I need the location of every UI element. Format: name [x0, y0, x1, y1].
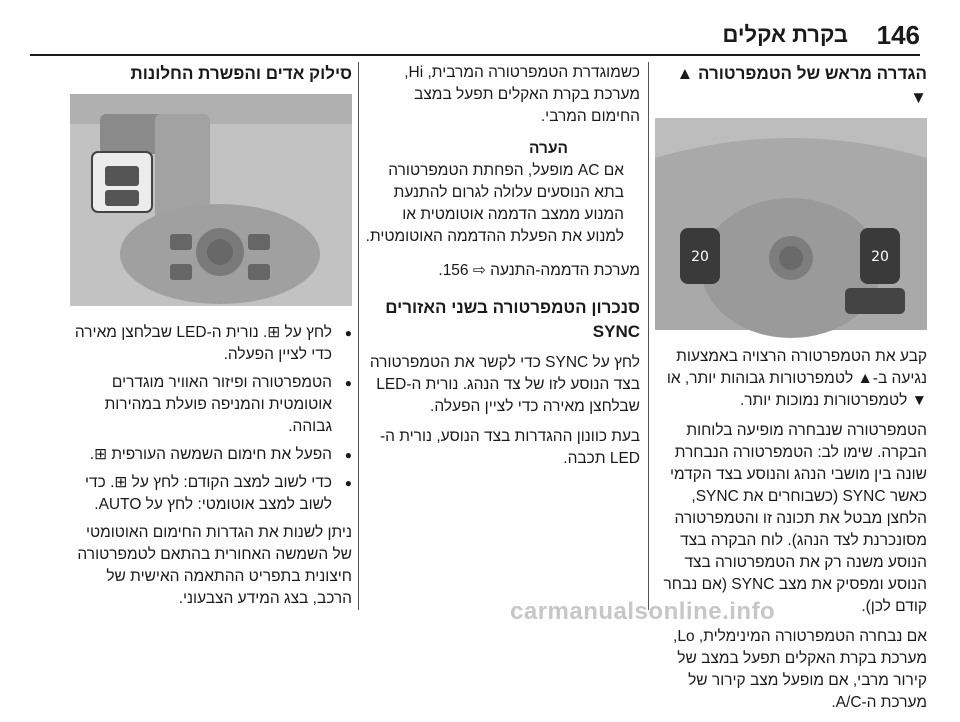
defrost-bullet-list	[70, 322, 352, 516]
middle-column	[365, 62, 640, 478]
paragraph-2: הטמפרטורה שנבחרה מופיעה בלוחות הבקרה. שימו לב: הטמפרטורה הנבחרת שונה בין מושבי הנהג והנוסע בצד הקדמי כאשר SYNC (כשבוחרים את SYNC, הלחצן מבטל את תכונה זו והטמפרטורה מסונכרנת לצד הנהג). לוח הבקרה בצד הנוסע משנה רק את הטמפרטורה בצד הנוסע ומפסיק את מצב SYNC (אם נבחר קודם לכן).	[663, 422, 927, 615]
dashboard-illustration	[655, 118, 927, 330]
left-column	[70, 62, 352, 618]
sync-section-title: סנכרון הטמפרטורה בשני האזורים SYNC	[385, 298, 640, 341]
max-temp-paragraph: כשמוגדרת הטמפרטורה המרבית, Hi, מערכת בקרת האקלים תפעל במצב החימום המרבי.	[404, 64, 640, 125]
sync-paragraph-2: בעת כוונון ההגדרות בצד הנוסע, נורית ה-LED תכבה.	[379, 428, 640, 467]
sync-paragraph-1: לחץ על SYNC כדי לקשר את הטמפרטורה בצד הנוסע לזו של צד הנהג. נורית ה-LED שבלחצן מאירה כדי לציין הפעלה.	[369, 354, 640, 415]
paragraph-1: קבע את הטמפרטורה הרצויה באמצעות נגיעה ב-▲ לטמפרטורות גבוהות יותר, או ▼ לטמפרטורות נמוכות יותר.	[666, 348, 927, 409]
console-illustration	[70, 94, 352, 306]
bullet-1: ● לחץ על ⊞. נורית ה-LED שבלחצן מאירה כדי לציין הפעלה.	[70, 322, 352, 366]
temperature-preset-title: הגדרה מראש של הטמפרטורה ▲ ▼	[676, 64, 927, 107]
note-heading: הערה	[529, 140, 568, 157]
bullet-2: ● הטמפרטורה ופיזור האוויר מוגדרים אוטומטית והמניפה פועלת במהירות גבוהה.	[70, 372, 352, 438]
temperature-controls-photo	[655, 118, 927, 330]
closing-paragraph: ניתן לשנות את הגדרות החימום האוטומטי של השמשה האחורית בהתאם לטמפרטורה חיצונית בתפריט ההתאמה האישית של הרכב, בצג המידע הצבעוני.	[77, 524, 352, 607]
bullet-3: ● הפעל את חימום השמשה העורפית ⊞.	[70, 444, 352, 466]
column-divider-left	[358, 62, 359, 610]
page-header	[0, 0, 960, 58]
page-number: 146	[876, 20, 920, 50]
stop-start-reference: מערכת הדממה-התנעה ⇨ 156.	[438, 262, 640, 279]
demist-defrost-title: סילוק אדים והפשרת החלונות	[130, 64, 352, 83]
svg-text:20: 20	[691, 249, 709, 265]
header-rule	[30, 54, 920, 56]
defrost-button-photo	[70, 94, 352, 306]
bullet-4: ● כדי לשוב למצב הקודם: לחץ על ⊞. כדי לשוב למצב אוטומטי: לחץ על AUTO.	[70, 472, 352, 516]
note-text: אם AC מופעל, הפחתת הטמפרטורה בתא הנוסעים עלולה לגרום להתנעת המנוע ממצב הדממה אוטומטית או למנוע את הפעלת ההדממה האוטומטית.	[365, 162, 624, 245]
watermark: carmanualsonline.info	[510, 598, 776, 625]
svg-text:20: 20	[871, 249, 889, 265]
column-divider-right	[648, 62, 649, 610]
page-title: בקרת אקלים	[722, 22, 848, 47]
paragraph-3: אם נבחרה הטמפרטורה המינימלית, Lo, מערכת בקרת האקלים תפעל במצב של קירור מרבי, אם מופעל מצב קירור של מערכת ה-A/C.	[673, 628, 927, 711]
